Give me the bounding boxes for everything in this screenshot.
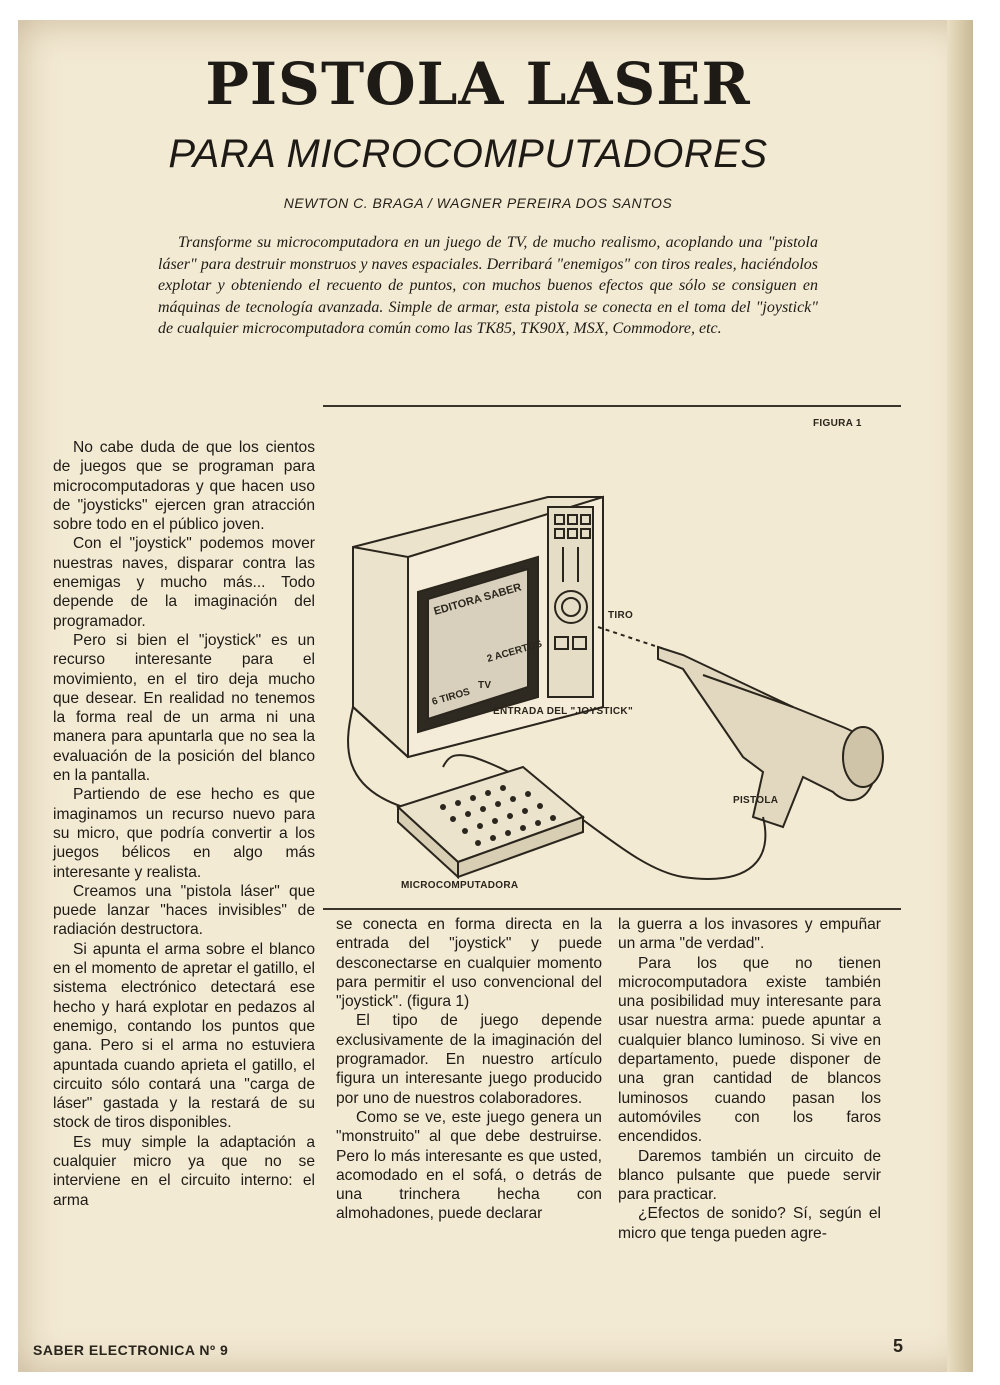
paragraph: Daremos también un circuito de blanco pulsante que puede servir para practicar. — [618, 1147, 881, 1204]
figure-1 — [323, 407, 901, 907]
paragraph: se conecta en forma directa en la entrada del "joystick" y puede desconectarse en cualquier momento para permitir el uso convencional del "joystick". (figura 1) — [336, 916, 602, 1011]
screen-text-score: 2 ACERTOS — [485, 638, 544, 665]
text-column-1 — [53, 438, 315, 1210]
text-column-3 — [618, 915, 881, 1243]
paragraph: El tipo de juego depende exclusivamente de la imaginación del programador. En nuestro artículo figura un interesante juego producido por uno de nuestros colaboradores. — [336, 1012, 602, 1107]
paragraph: Si apunta el arma sobre el blanco en el momento de apretar el gatillo, el sistema electrónico detectará ese hecho y hará explotar en pedazos al enemigo, contando los puntos que gana. Pero si el arma no estuviera apuntada cuando aprieta el gatillo, el circuito sólo contará una "carga de láser" gastada y la restará de su stock de tiros disponibles. — [53, 940, 315, 1132]
paragraph: Creamos una "pistola láser" que puede lanzar "haces invisibles" de radiación destructora. — [53, 882, 315, 939]
figure-illustration — [323, 407, 901, 907]
joystick-input-label: ENTRADA DEL "JOYSTICK" — [493, 706, 633, 717]
page-edge — [947, 20, 973, 1372]
tiro-label: TIRO — [608, 610, 634, 621]
page-number: 5 — [893, 1336, 904, 1356]
screen-text-top: EDITORA SABER — [432, 581, 523, 618]
paragraph: Pero si bien el "joystick" es un recurso interesante para el movimiento, en el tiro deja mucho que desear. En realidad no tenemos la forma real de un arma ni una manera para apuntarla que no sea la evaluación de la posición del blanco en la pantalla. — [53, 631, 315, 785]
figure-bottom-rule — [323, 908, 901, 910]
paragraph: ¿Efectos de sonido? Sí, según el micro que tenga pueden agre- — [618, 1205, 881, 1242]
article-authors: NEWTON C. BRAGA / WAGNER PEREIRA DOS SANTOS — [283, 195, 673, 211]
magazine-page — [18, 20, 973, 1372]
article-title: PISTOLA LASER — [205, 50, 751, 118]
paragraph: Con el "joystick" podemos mover nuestras naves, disparar contra las enemigas y mucho más... Todo depende de la imaginación del programador. — [53, 535, 315, 630]
paragraph: No cabe duda de que los cientos de juegos que se programan para microcomputadoras y que hacen uso de "joysticks" ejercen gran atracción sobre todo en el público joven. — [53, 439, 315, 534]
paragraph: Es muy simple la adaptación a cualquier micro ya que no se interviene en el circuito interno: el arma — [53, 1133, 315, 1209]
figure-label: FIGURA 1 — [813, 418, 862, 429]
article-subtitle: PARA MICROCOMPUTADORES — [168, 132, 768, 176]
magazine-footer: SABER ELECTRONICA Nº 9 — [33, 1342, 229, 1358]
paragraph: Partiendo de ese hecho es que imaginamos un recurso nuevo para su micro, que podría convertir a los juegos bélicos en algo más interesante y realista. — [53, 786, 315, 881]
microcomputer-label: MICROCOMPUTADORA — [401, 880, 519, 891]
paragraph: Como se ve, este juego genera un "monstruito" al que debe destruirse. Pero lo más interesante es que usted, acomodado en el sofá, o detrás de una trinchera hecha con almohadones, puede declarar — [336, 1108, 602, 1223]
paragraph: Para los que no tienen microcomputadora existe también una posibilidad muy interesante para usar nuestra arma: puede apuntar a cualquier blanco luminoso. Si vive en departamento, puede disponer de una gran cantidad de blancos luminosos cuando pasan los automóviles con los faros encendidos. — [618, 954, 881, 1146]
screen-text-shots: 6 TIROS — [430, 686, 472, 708]
paragraph: la guerra a los invasores y empuñar un arma "de verdad". — [618, 916, 881, 953]
article-intro: Transforme su microcomputadora en un juego de TV, de mucho realismo, acoplando una "pistola láser" para destruir monstruos y naves espaciales. Derribará "enemigos" con tiros reales, haciéndolos explotar y obteniendo el recuento de puntos, con muchos buenos efectos que sólo se consiguen en máquinas de tecnología avanzada. Simple de armar, esta pistola se conecta en el toma del "joystick" de cualquier microcomputadora común como las TK85, TK90X, MSX, Commodore, etc. — [158, 234, 818, 337]
tv-label: TV — [478, 680, 492, 691]
text-column-2 — [336, 915, 602, 1224]
pistola-label: PISTOLA — [733, 795, 779, 806]
